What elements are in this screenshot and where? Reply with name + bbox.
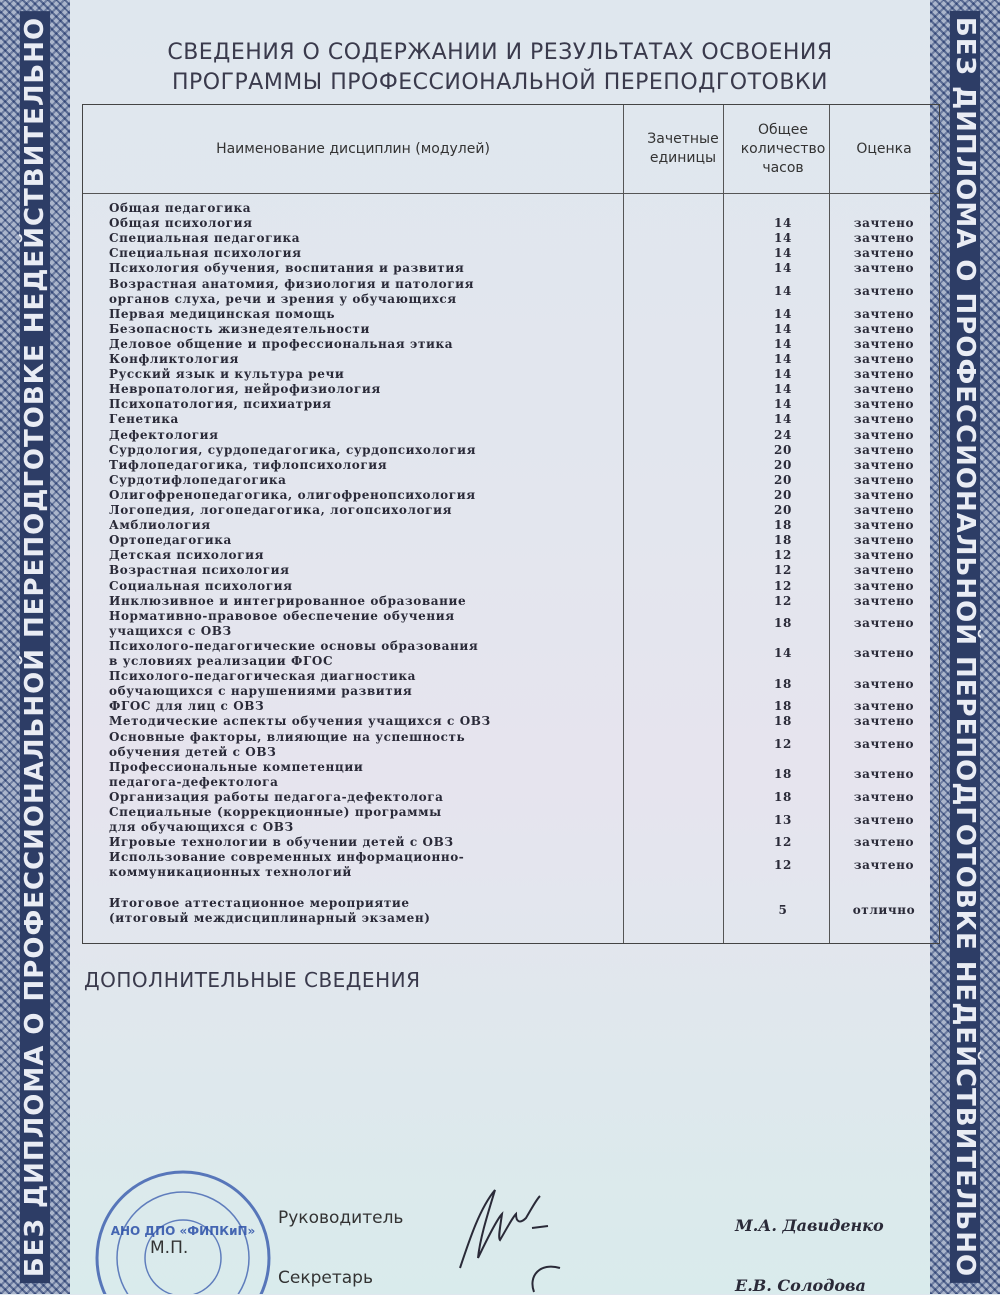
hours-cell: 14 [774,321,792,336]
discipline-name: Основные факторы, влияющие на успешность [109,729,466,744]
discipline-name: Психопатология, психиатрия [109,397,332,412]
hours-cell: 12 [774,857,792,872]
discipline-name: Нормативно-правовое обеспечение обучения [109,608,455,623]
discipline-name: Олигофренопедагогика, олигофренопсихология [109,487,476,502]
table-row [83,639,939,669]
discipline-name: Организация работы педагога-дефектолога [109,789,444,804]
table-row [83,805,939,835]
discipline-name: Специальная педагогика [109,231,301,246]
table-row [83,699,939,714]
discipline-name: в условиях реализации ФГОС [109,653,334,668]
left-border-text: БЕЗ ДИПЛОМА О ПРОФЕССИОНАЛЬНОЙ ПЕРЕПОДГОТОВКЕ НЕДЕЙСТВИТЕЛЬНО [20,11,50,1283]
grade-cell: зачтено [853,336,915,351]
grade-cell: зачтено [853,457,915,472]
grade-cell: зачтено [853,284,915,299]
grade-cell: зачтено [853,548,915,563]
grade-cell: зачтено [853,412,915,427]
hours-cell: 18 [774,714,792,729]
right-border-ornament [930,0,1000,1294]
table-row [83,277,939,307]
table-row [83,246,939,261]
seal-label: АНО ДПО «ФИПКиП» [110,1224,256,1238]
hours-cell: 18 [774,616,792,631]
grade-cell: зачтено [853,835,915,850]
discipline-name: Социальная психология [109,578,293,593]
hours-cell: 12 [774,548,792,563]
header-grade: Оценка [856,140,912,157]
discipline-name: Возрастная анатомия, физиология и патология [109,276,475,291]
discipline-name: Использование современных информационно- [109,850,465,865]
table-row [83,412,939,427]
table-row [83,322,939,337]
hours-cell: 12 [774,835,792,850]
discipline-name: Тифлопедагогика, тифлопсихология [109,457,388,472]
discipline-name: Логопедия, логопедагогика, логопсихология [109,503,453,517]
table-row [83,458,939,473]
hours-cell: 18 [774,533,792,548]
table-row [83,730,939,760]
discipline-name: Игровые технологии в обучении детей с ОВЗ [109,835,454,850]
hours-cell: 13 [774,812,792,827]
grade-cell: зачтено [853,352,915,366]
table-row [83,473,939,488]
hours-cell: 14 [774,231,792,246]
discipline-name: Профессиональные компетенции [109,759,364,774]
discipline-name: (итоговый междисциплинарный экзамен) [109,910,431,925]
hours-cell: 14 [774,382,792,397]
hours-cell: 14 [774,367,792,382]
table-row [83,428,939,443]
table-row [83,594,939,609]
table-row [83,533,939,548]
discipline-name: Невропатология, нейрофизиология [109,382,381,397]
grade-cell: зачтено [853,518,915,533]
grade-cell: зачтено [853,382,915,397]
discipline-name: Специальные (коррекционные) программы [109,805,442,819]
table-row [83,669,939,699]
table-row [83,382,939,397]
disciplines-table [82,104,940,944]
additional-info-title: ДОПОЛНИТЕЛЬНЫЕ СВЕДЕНИЯ [84,968,421,992]
table-row [83,760,939,790]
grade-cell: зачтено [853,231,915,246]
hours-cell: 12 [774,737,792,752]
grade-cell: зачтено [853,321,915,336]
grade-cell: зачтено [853,699,915,714]
grade-cell: зачтено [853,593,915,608]
table-row [83,714,939,729]
grade-cell: зачтено [853,442,915,457]
table-row [83,231,939,246]
discipline-name: Дефектология [109,427,219,442]
discipline-name: Безопасность жизнедеятельности [109,321,370,336]
hours-cell: 14 [774,284,792,299]
table-row [83,790,939,805]
grade-cell: отлично [852,903,916,918]
left-border-ornament [0,0,70,1294]
grade-cell: зачтено [853,367,915,382]
discipline-name: Первая медицинская помощь [109,306,336,321]
title-line-2: ПРОГРАММЫ ПРОФЕССИОНАЛЬНОЙ ПЕРЕПОДГОТОВКИ [171,70,829,95]
table-row [83,835,939,850]
grade-cell: зачтено [853,812,915,827]
discipline-name: Возрастная психология [109,563,290,578]
hours-cell: 14 [774,336,792,351]
hours-cell: 18 [774,518,792,533]
hours-cell: 14 [774,246,792,261]
table-row [83,503,939,518]
discipline-name: Ортопедагогика [109,533,232,548]
hours-cell: 14 [774,412,792,427]
hours-cell: 14 [774,352,792,366]
hours-cell: 20 [774,487,792,502]
secretary-name: Е.В. Солодова [735,1276,866,1295]
table-row [83,397,939,412]
discipline-name: Психолого-педагогическая диагностика [109,669,417,684]
hours-cell: 18 [774,676,792,691]
grade-cell: зачтено [853,472,915,487]
discipline-name: Конфликтология [109,352,239,366]
hours-cell: 20 [774,457,792,472]
hours-cell: 5 [778,903,788,918]
hours-cell: 12 [774,563,792,578]
hours-cell: 18 [774,789,792,804]
header-divider [83,193,939,194]
discipline-name: Методические аспекты обучения учащихся с ОВЗ [109,714,491,729]
table-row [83,548,939,563]
table-row [83,579,939,594]
hours-cell: 12 [774,593,792,608]
document-title [80,38,920,98]
discipline-name: для обучающихся с ОВЗ [109,820,294,835]
hours-cell: 18 [774,767,792,782]
discipline-name: ФГОС для лиц с ОВЗ [109,699,265,714]
discipline-name: коммуникационных технологий [109,865,352,880]
discipline-name: Итоговое аттестационное мероприятие [109,895,410,910]
grade-cell: зачтено [853,216,915,231]
discipline-name: Общая психология [109,216,253,231]
grade-cell: зачтено [853,767,915,782]
table-row [83,488,939,503]
discipline-name: Общая педагогика [109,201,252,215]
table-row [83,563,939,578]
header-credits: Зачетные единицы [647,131,719,166]
discipline-name: Русский язык и культура речи [109,367,345,382]
discipline-name: Генетика [109,412,179,427]
grade-cell: зачтено [853,676,915,691]
grade-cell: зачтено [853,306,915,321]
table-row [83,337,939,352]
table-row [83,352,939,367]
discipline-name: органов слуха, речи и зрения у обучающихся [109,291,457,306]
grade-cell: зачтено [853,533,915,548]
hours-cell: 20 [774,503,792,517]
hours-cell: 24 [774,427,792,442]
discipline-name: обучения детей с ОВЗ [109,744,277,759]
hours-cell: 20 [774,442,792,457]
right-border-text: БЕЗ ДИПЛОМА О ПРОФЕССИОНАЛЬНОЙ ПЕРЕПОДГОТОВКЕ НЕДЕЙСТВИТЕЛЬНО [950,11,980,1283]
hours-cell: 18 [774,699,792,714]
hours-cell: 14 [774,306,792,321]
header-hours: Общее количество часов [740,121,826,176]
seal-stamp [85,1140,280,1294]
discipline-name: Психология обучения, воспитания и развития [109,261,465,276]
hours-cell: 12 [774,578,792,593]
discipline-name: Психолого-педагогические основы образования [109,638,479,653]
table-row [83,896,939,926]
grade-cell: зачтено [853,397,915,412]
grade-cell: зачтено [853,714,915,729]
discipline-name: учащихся с ОВЗ [109,623,232,638]
discipline-name: обучающихся с нарушениями развития [109,684,413,699]
grade-cell: зачтено [853,857,915,872]
grade-cell: зачтено [853,427,915,442]
grade-cell: зачтено [853,616,915,631]
hours-cell: 14 [774,397,792,412]
grade-cell: зачтено [853,578,915,593]
table-row [83,609,939,639]
director-role: Руководитель [278,1208,404,1228]
table-row [83,443,939,458]
secretary-role: Секретарь [278,1268,373,1288]
grade-cell: зачтено [853,789,915,804]
table-row [83,216,939,231]
secretary-signature [520,1262,580,1294]
discipline-name: Сурдотифлопедагогика [109,472,287,487]
grade-cell: зачтено [853,503,915,517]
table-row [83,201,939,216]
discipline-name: Инклюзивное и интегрированное образование [109,593,467,608]
table-row [83,261,939,276]
grade-cell: зачтено [853,261,915,276]
title-line-1: СВЕДЕНИЯ О СОДЕРЖАНИИ И РЕЗУЛЬТАТАХ ОСВОЕНИЯ [167,40,833,65]
stamp-mark: М.П. [150,1238,189,1258]
grade-cell: зачтено [853,563,915,578]
grade-cell: зачтено [853,246,915,261]
table-row [83,367,939,382]
grade-cell: зачтено [853,737,915,752]
hours-cell: 14 [774,261,792,276]
header-name: Наименование дисциплин (модулей) [216,140,490,157]
discipline-name: Амблиология [109,518,211,533]
hours-cell: 14 [774,646,792,661]
table-row [83,307,939,322]
discipline-name: Детская психология [109,548,265,563]
discipline-name: Специальная психология [109,246,302,261]
discipline-name: педагога-дефектолога [109,774,279,789]
director-name: М.А. Давиденко [735,1216,884,1235]
table-row [83,518,939,533]
hours-cell: 14 [774,216,792,231]
discipline-name: Сурдология, сурдопедагогика, сурдопсихология [109,442,477,457]
grade-cell: зачтено [853,646,915,661]
discipline-name: Деловое общение и профессиональная этика [109,336,454,351]
grade-cell: зачтено [853,487,915,502]
hours-cell: 20 [774,472,792,487]
table-row [83,850,939,880]
